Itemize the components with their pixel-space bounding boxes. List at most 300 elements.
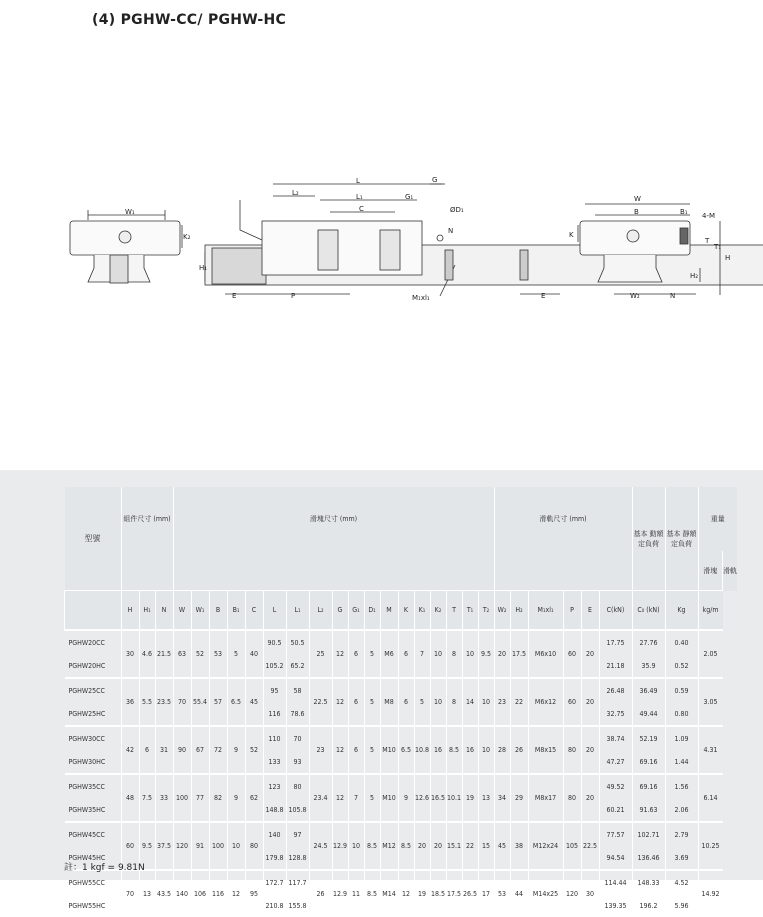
header-symbol: T₂ <box>478 591 494 631</box>
label-d1: ØD₁ <box>450 206 464 214</box>
table-cell: 30 <box>581 870 599 917</box>
table-cell: 45 <box>245 678 263 726</box>
table-cell: 20 <box>581 630 599 678</box>
table-cell: 116 <box>263 702 286 726</box>
table-cell: 1.09 <box>665 726 698 750</box>
table-cell: 15 <box>478 822 494 870</box>
header-symbol: M <box>380 591 398 631</box>
section-title: (4) PGHW-CC/ PGHW-HC <box>92 12 287 28</box>
label-l1: L₁ <box>356 193 363 201</box>
header-symbol: B <box>209 591 227 631</box>
table-cell: 14 <box>462 678 478 726</box>
table-cell: 20 <box>494 630 510 678</box>
header-row-groups <box>65 487 738 551</box>
table-cell: 91.63 <box>632 798 665 822</box>
table-cell: 48 <box>121 774 139 822</box>
model-cell: PGHW20CC <box>65 630 122 654</box>
header-symbol: H₁ <box>139 591 155 631</box>
table-cell: 102.71 <box>632 822 665 846</box>
model-cell: PGHW25HC <box>68 709 106 718</box>
header-symbol: P <box>563 591 581 631</box>
table-cell: 128.8 <box>286 846 309 870</box>
table-cell: 4.31 <box>698 726 723 774</box>
table-cell: 18.5 <box>430 870 446 917</box>
table-cell: 4.6 <box>139 630 155 678</box>
table-cell: 1.44 <box>665 750 698 774</box>
header-symbol: G <box>332 591 348 631</box>
header-symbol: W₁ <box>191 591 209 631</box>
table-cell: 7 <box>414 630 430 678</box>
table-row <box>65 630 738 654</box>
spacer <box>494 551 632 591</box>
header-symbol: K <box>398 591 414 631</box>
table-cell: 6 <box>348 726 364 774</box>
table-cell: 21.5 <box>155 630 173 678</box>
table-cell: 5 <box>364 726 380 774</box>
table-cell: 17 <box>478 870 494 917</box>
table-cell: 155.8 <box>286 894 309 917</box>
model-cell: PGHW20HC <box>68 661 106 670</box>
table-cell: 33 <box>155 774 173 822</box>
table-cell: 16.5 <box>430 774 446 822</box>
table-cell: 26 <box>309 870 332 917</box>
table-cell: 26 <box>510 726 528 774</box>
table-cell: 3.05 <box>698 678 723 726</box>
table-cell: 13 <box>139 870 155 917</box>
table-cell: 136.46 <box>632 846 665 870</box>
table-cell: M8x17 <box>528 774 563 822</box>
model-cell: PGHW45HC <box>68 853 106 862</box>
table-cell: 0.80 <box>665 702 698 726</box>
table-cell: 5 <box>414 678 430 726</box>
table-cell: 140 <box>263 822 286 846</box>
table-cell: 11 <box>348 870 364 917</box>
table-cell: 8.5 <box>364 822 380 870</box>
table-cell: 120 <box>563 870 581 917</box>
table-cell: 24.5 <box>309 822 332 870</box>
table-cell: 77 <box>191 774 209 822</box>
table-cell: 140 <box>173 870 191 917</box>
table-cell: 196.2 <box>632 894 665 917</box>
table-cell: 80 <box>245 822 263 870</box>
table-cell: 21.18 <box>599 654 632 678</box>
table-cell: 9 <box>227 726 245 774</box>
label-n-top: N <box>448 227 454 235</box>
header-symbol: W <box>173 591 191 631</box>
header-stat-load: 基本 靜額 定負荷 <box>665 487 698 591</box>
table-cell: 60 <box>121 822 139 870</box>
table-cell: M8 <box>380 678 398 726</box>
table-cell: 22.5 <box>581 822 599 870</box>
table-cell: 36 <box>121 678 139 726</box>
table-cell: 10 <box>430 630 446 678</box>
table-cell: 7 <box>348 774 364 822</box>
table-cell: 13 <box>478 774 494 822</box>
table-cell: 10 <box>478 678 494 726</box>
table-cell: 36.49 <box>632 678 665 702</box>
table-cell: 47.27 <box>599 750 632 774</box>
table-cell: 6 <box>348 630 364 678</box>
label-g1: G₁ <box>405 193 414 201</box>
table-cell: 20 <box>581 678 599 726</box>
table-cell: 17.75 <box>599 630 632 654</box>
header-weight-block: 滑塊 <box>698 551 723 591</box>
table-cell: 12 <box>332 678 348 726</box>
table-cell: 12.9 <box>332 822 348 870</box>
table-cell: 148.33 <box>632 870 665 894</box>
table-cell: 120 <box>173 822 191 870</box>
table-cell: 29 <box>510 774 528 822</box>
table-cell: 27.76 <box>632 630 665 654</box>
table-cell: M14 <box>380 870 398 917</box>
model-cell: PGHW25CC <box>65 678 122 702</box>
spec-table-body <box>65 487 738 917</box>
table-cell: 22 <box>462 822 478 870</box>
table-cell: 19 <box>414 870 430 917</box>
table-cell: 34 <box>494 774 510 822</box>
table-cell: 5 <box>364 774 380 822</box>
table-cell: 90 <box>173 726 191 774</box>
table-cell: 10.1 <box>446 774 462 822</box>
header-symbol: L₂ <box>309 591 332 631</box>
header-row-symbols <box>65 591 738 631</box>
table-cell: M14x25 <box>528 870 563 917</box>
table-cell: 8.5 <box>364 870 380 917</box>
table-cell: 93 <box>286 750 309 774</box>
table-cell: 45 <box>494 822 510 870</box>
table-cell: 6.14 <box>698 774 723 822</box>
header-symbol: H <box>121 591 139 631</box>
header-symbol: M₁xl₁ <box>528 591 563 631</box>
table-cell: 20 <box>581 726 599 774</box>
table-cell: 70 <box>121 870 139 917</box>
table-cell: 28 <box>494 726 510 774</box>
table-cell: 148.8 <box>263 798 286 822</box>
table-cell: 14.92 <box>698 870 723 917</box>
table-cell: 12.9 <box>332 870 348 917</box>
label-n: N <box>670 292 676 300</box>
table-cell: 0.59 <box>665 678 698 702</box>
table-cell: 95 <box>245 870 263 917</box>
header-symbol: kg/m <box>698 591 723 631</box>
header-assembly: 組件尺寸 (mm) <box>121 487 173 551</box>
header-symbol: T <box>446 591 462 631</box>
table-cell: 6.5 <box>398 726 414 774</box>
table-cell: 20 <box>430 822 446 870</box>
table-cell: 44 <box>510 870 528 917</box>
header-symbol: E <box>581 591 599 631</box>
table-cell: 10.8 <box>414 726 430 774</box>
table-cell: 9 <box>398 774 414 822</box>
table-cell: 80 <box>563 726 581 774</box>
table-cell: 6 <box>398 630 414 678</box>
table-cell: 80 <box>563 774 581 822</box>
table-cell: 110 <box>263 726 286 750</box>
table-cell: 22.5 <box>309 678 332 726</box>
table-cell: 15.1 <box>446 822 462 870</box>
table-cell: 8 <box>446 678 462 726</box>
table-cell: 69.16 <box>632 774 665 798</box>
table-cell: 67 <box>191 726 209 774</box>
table-cell: 8 <box>446 630 462 678</box>
table-cell: 91 <box>191 822 209 870</box>
header-symbol: K₁ <box>414 591 430 631</box>
technical-drawing <box>0 170 763 315</box>
table-cell: 105 <box>563 822 581 870</box>
table-cell: 53 <box>209 630 227 678</box>
model-cell: PGHW55CC <box>65 870 122 894</box>
header-symbol: Kg <box>665 591 698 631</box>
label-k2: K₂ <box>183 233 191 241</box>
table-cell: 10 <box>348 822 364 870</box>
model-cell: PGHW30HC <box>68 757 106 766</box>
table-cell: 53 <box>494 870 510 917</box>
table-cell: 50.5 <box>286 630 309 654</box>
table-cell: 20 <box>581 774 599 822</box>
table-cell: 57 <box>209 678 227 726</box>
table-cell: 70 <box>173 678 191 726</box>
table-cell: 210.8 <box>263 894 286 917</box>
label-t1: T₁ <box>714 243 722 251</box>
table-cell: 12 <box>398 870 414 917</box>
table-cell: M12x24 <box>528 822 563 870</box>
table-cell: 62 <box>245 774 263 822</box>
header-symbol: W₂ <box>494 591 510 631</box>
table-cell: 5.96 <box>665 894 698 917</box>
header-symbol: D₁ <box>364 591 380 631</box>
table-cell: M6x10 <box>528 630 563 678</box>
table-cell: 1.56 <box>665 774 698 798</box>
table-cell: 133 <box>263 750 286 774</box>
table-cell: 65.2 <box>286 654 309 678</box>
table-cell: 22 <box>510 678 528 726</box>
table-cell: 26.48 <box>599 678 632 702</box>
table-cell: M6x12 <box>528 678 563 726</box>
table-cell: 19 <box>462 774 478 822</box>
model-cell: PGHW30CC <box>65 726 122 750</box>
label-w2: W₂ <box>630 292 640 300</box>
table-cell: 6 <box>398 678 414 726</box>
table-row <box>65 774 738 798</box>
header-weight: 重量 <box>698 487 737 551</box>
table-cell: 10 <box>462 630 478 678</box>
label-g: G <box>432 176 438 184</box>
table-cell: 117.7 <box>286 870 309 894</box>
label-e-left: E <box>232 292 237 300</box>
table-cell: 9 <box>227 774 245 822</box>
table-cell: 2.06 <box>665 798 698 822</box>
table-cell: 25 <box>309 630 332 678</box>
table-cell: 43.5 <box>155 870 173 917</box>
table-cell: 100 <box>173 774 191 822</box>
label-l2: L₂ <box>292 189 299 197</box>
model-cell: PGHW35CC <box>65 774 122 798</box>
table-cell: 52 <box>191 630 209 678</box>
table-cell: 6 <box>139 726 155 774</box>
table-cell: 100 <box>209 822 227 870</box>
spacer <box>121 551 173 591</box>
table-cell: 106 <box>191 870 209 917</box>
table-cell: 10 <box>430 678 446 726</box>
table-cell: 6.5 <box>227 678 245 726</box>
table-cell: 5.5 <box>139 678 155 726</box>
table-cell: 6 <box>348 678 364 726</box>
table-cell: 17.5 <box>510 630 528 678</box>
label-m1xl1: M₁xl₁ <box>412 294 430 302</box>
header-symbol: L₁ <box>286 591 309 631</box>
table-cell: 60 <box>563 678 581 726</box>
header-dyn-load: 基本 動額 定負荷 <box>632 487 665 591</box>
label-w: W <box>634 195 641 203</box>
header-weight-rail: 滑軌 <box>723 551 738 591</box>
table-cell: 52 <box>245 726 263 774</box>
header-model-blank <box>65 591 122 631</box>
table-cell: 114.44 <box>599 870 632 894</box>
label-4m: 4-M <box>702 212 716 220</box>
table-cell: 38 <box>510 822 528 870</box>
header-rail: 滑軌尺寸 (mm) <box>494 487 632 551</box>
label-e-right: E <box>541 292 546 300</box>
table-cell: 116 <box>209 870 227 917</box>
table-cell: 9.5 <box>139 822 155 870</box>
table-cell: 10 <box>478 726 494 774</box>
table-cell: 20 <box>414 822 430 870</box>
header-symbol: L <box>263 591 286 631</box>
table-cell: 3.69 <box>665 846 698 870</box>
table-row <box>65 870 738 894</box>
table-cell: M10 <box>380 774 398 822</box>
footnote: 註：1 kgf = 9.81N <box>64 863 145 873</box>
table-cell: 69.16 <box>632 750 665 774</box>
header-block: 滑塊尺寸 (mm) <box>173 487 494 551</box>
table-cell: 82 <box>209 774 227 822</box>
table-cell: 23 <box>309 726 332 774</box>
label-h2: H₂ <box>690 272 699 280</box>
table-cell: 16 <box>462 726 478 774</box>
label-p: P <box>291 292 296 300</box>
table-cell: 35.9 <box>632 654 665 678</box>
table-cell: M12 <box>380 822 398 870</box>
header-model: 型號 <box>65 487 122 591</box>
header-symbol: B₁ <box>227 591 245 631</box>
table-cell: 49.52 <box>599 774 632 798</box>
table-cell: 2.05 <box>698 630 723 678</box>
table-cell: 38.74 <box>599 726 632 750</box>
table-cell: 5 <box>364 630 380 678</box>
header-symbol: C <box>245 591 263 631</box>
label-h1: H₁ <box>199 264 208 272</box>
table-cell: 12.6 <box>414 774 430 822</box>
table-cell: 172.7 <box>263 870 286 894</box>
header-symbol: C(kN) <box>599 591 632 631</box>
table-cell: 63 <box>173 630 191 678</box>
table-cell: 139.35 <box>599 894 632 917</box>
spec-table <box>64 487 737 917</box>
table-cell: 0.40 <box>665 630 698 654</box>
label-b: B <box>634 208 639 216</box>
table-cell: 179.8 <box>263 846 286 870</box>
table-cell: 77.57 <box>599 822 632 846</box>
header-symbol: T₁ <box>462 591 478 631</box>
table-cell: 55.4 <box>191 678 209 726</box>
table-cell: 2.79 <box>665 822 698 846</box>
table-cell: M10 <box>380 726 398 774</box>
end-view-left <box>70 210 208 283</box>
table-cell: 70 <box>286 726 309 750</box>
table-cell: 32.75 <box>599 702 632 726</box>
label-h: H <box>725 254 731 262</box>
table-cell: 8.5 <box>398 822 414 870</box>
table-cell: 60 <box>563 630 581 678</box>
label-b1: B₁ <box>680 208 688 216</box>
table-cell: 105.2 <box>263 654 286 678</box>
table-cell: M6 <box>380 630 398 678</box>
table-cell: 40 <box>245 630 263 678</box>
table-cell: 26.5 <box>462 870 478 917</box>
label-c: C <box>359 205 364 213</box>
header-symbol: H₂ <box>510 591 528 631</box>
table-cell: 31 <box>155 726 173 774</box>
table-cell: 8.5 <box>446 726 462 774</box>
table-cell: 97 <box>286 822 309 846</box>
model-cell: PGHW35HC <box>68 805 106 814</box>
label-w1: W₁ <box>125 208 135 216</box>
table-cell: 12 <box>227 870 245 917</box>
table-row <box>65 726 738 750</box>
header-symbol: C₀ (kN) <box>632 591 665 631</box>
table-row <box>65 678 738 702</box>
label-t: T <box>705 237 710 245</box>
table-row <box>65 822 738 846</box>
table-cell: 5 <box>364 678 380 726</box>
table-cell: M8x15 <box>528 726 563 774</box>
table-cell: 105.8 <box>286 798 309 822</box>
model-cell: PGHW55HC <box>68 901 106 910</box>
label-l: L <box>356 177 360 185</box>
table-cell: 95 <box>263 678 286 702</box>
table-cell: 12 <box>332 774 348 822</box>
table-cell: 90.5 <box>263 630 286 654</box>
table-cell: 60.21 <box>599 798 632 822</box>
table-cell: 49.44 <box>632 702 665 726</box>
table-cell: 37.5 <box>155 822 173 870</box>
table-cell: 23 <box>494 678 510 726</box>
table-cell: 12 <box>332 630 348 678</box>
table-cell: 23.5 <box>155 678 173 726</box>
header-symbol: K₂ <box>430 591 446 631</box>
table-cell: 52.19 <box>632 726 665 750</box>
table-cell: 7.5 <box>139 774 155 822</box>
table-cell: 80 <box>286 774 309 798</box>
table-cell: 9.5 <box>478 630 494 678</box>
header-symbol: N <box>155 591 173 631</box>
table-cell: 10.25 <box>698 822 723 870</box>
table-cell: 94.54 <box>599 846 632 870</box>
table-cell: 58 <box>286 678 309 702</box>
table-cell: 123 <box>263 774 286 798</box>
table-cell: 30 <box>121 630 139 678</box>
table-cell: 10 <box>227 822 245 870</box>
table-cell: 0.52 <box>665 654 698 678</box>
label-k: K <box>569 231 574 239</box>
table-cell: 17.5 <box>446 870 462 917</box>
table-cell: 42 <box>121 726 139 774</box>
table-cell: 12 <box>332 726 348 774</box>
header-symbol: G₁ <box>348 591 364 631</box>
table-cell: 72 <box>209 726 227 774</box>
model-cell: PGHW45CC <box>65 822 122 846</box>
table-cell: 16 <box>430 726 446 774</box>
